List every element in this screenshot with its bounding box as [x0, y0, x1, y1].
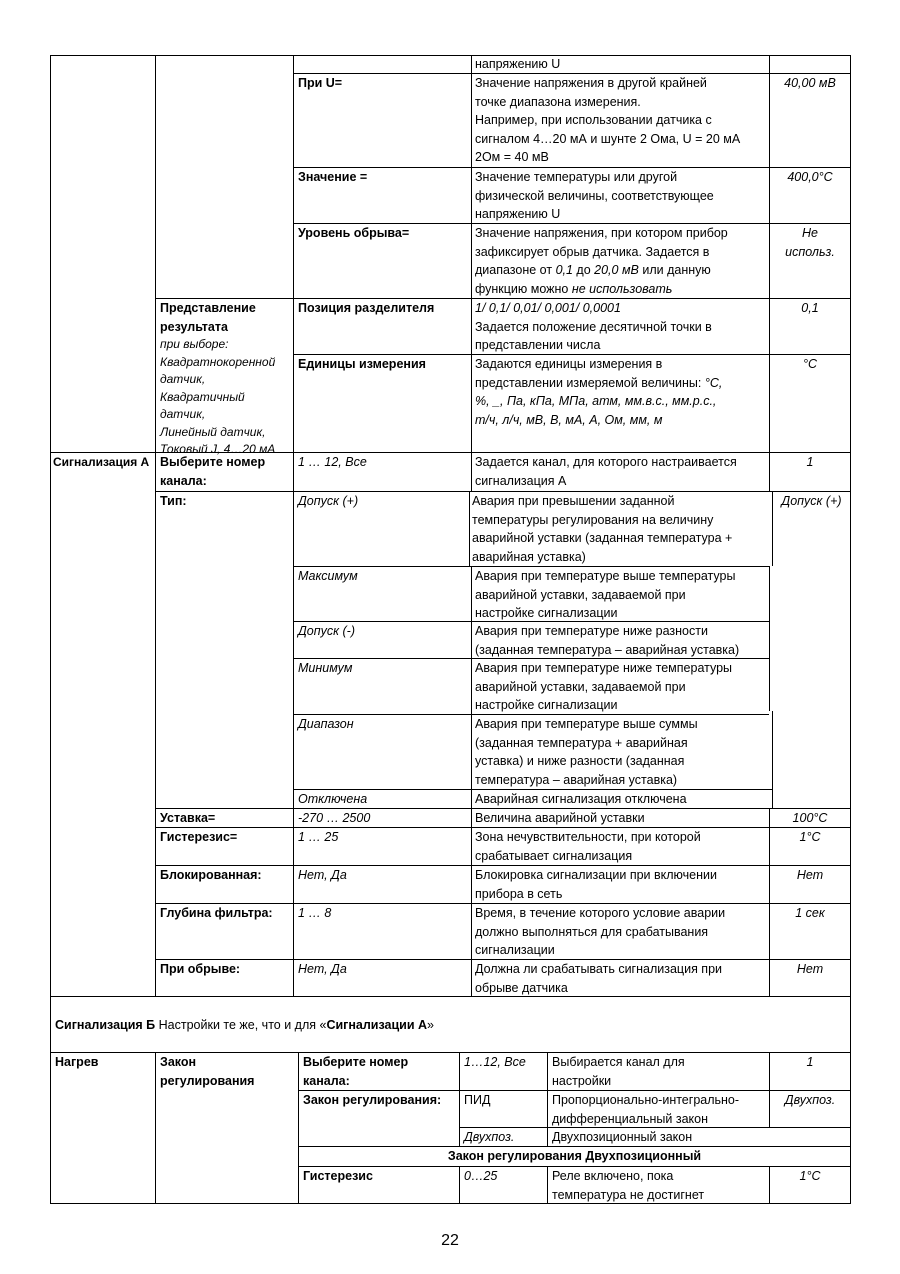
- default-cell: Нет: [796, 962, 824, 976]
- option-value: Диапазон: [298, 717, 354, 731]
- desc-cell: Задается канал, для которого настраивается сигнализация А: [475, 455, 737, 488]
- desc-cell: Значение температуры или другой физической величины, соответствующее напряжению U: [475, 170, 714, 221]
- col-line-default-top: [769, 55, 770, 491]
- col-line-desc-bottom: [471, 566, 472, 996]
- table-border-right: [850, 55, 851, 1204]
- default-cell: 40,00 мВ: [784, 76, 836, 90]
- param-cell: Значение =: [298, 170, 368, 184]
- row-line: [50, 996, 851, 997]
- values-cell: 1…12, Все: [464, 1055, 526, 1069]
- param-cell: Тип:: [160, 494, 187, 508]
- table-border-bottom: [50, 1203, 851, 1204]
- default-cell: °С: [802, 357, 818, 371]
- values-cell: ПИД: [464, 1093, 491, 1107]
- values-cell: 0…25: [464, 1169, 498, 1183]
- option-value: Максимум: [298, 569, 358, 583]
- default-cell: 1°С: [799, 1169, 821, 1183]
- option-desc: Авария при температуре ниже разности (заданная температура – аварийная уставка): [475, 624, 740, 657]
- section-label: Сигнализация А: [53, 455, 150, 469]
- param-cell: Гистерезис=: [160, 830, 238, 844]
- desc-cell: Должна ли срабатывать сигнализация при обрыве датчика: [475, 962, 723, 995]
- default-cell: Допуск (+): [781, 494, 842, 508]
- desc-cell: Задаются единицы измерения в представлении измеряемой величины: °С, %, _, Па, кПа, МПа, атм, мм.в.с., мм.р.с., т/ч, л/ч, мВ, В, мА, А, Ом, мм, м: [475, 357, 723, 427]
- default-cell: Двухпоз.: [784, 1093, 836, 1107]
- param-cell: Глубина фильтра:: [160, 906, 273, 920]
- values-cell: 1 … 8: [298, 906, 332, 920]
- desc-cell: Двухпозиционный закон: [552, 1130, 693, 1144]
- default-cell: 1: [806, 1055, 814, 1069]
- alarm-b-note: Сигнализация Б Настройки те же, что и для «Сигнализации А»: [55, 1018, 434, 1032]
- desc-cell: Блокировка сигнализации при включении прибора в сеть: [475, 868, 717, 901]
- option-desc: Авария при температуре выше суммы (заданная температура + аварийная уставка) и ниже разности (заданная температура – аварийная уставка): [475, 717, 698, 787]
- page-number: 22: [441, 1232, 459, 1249]
- col-line-default-type3: [772, 711, 773, 808]
- option-desc: Авария при температуре выше температуры аварийной уставки, задаваемой при настройке сигнализации: [475, 569, 736, 620]
- col-line-desc-type: [469, 491, 470, 566]
- col-line: [459, 1052, 460, 1146]
- values-cell: -270 … 2500: [298, 811, 371, 825]
- row-line: [50, 55, 851, 56]
- default-cell: 400,0°С: [787, 170, 833, 184]
- default-cell: Нет: [796, 868, 824, 882]
- option-value: Отключена: [298, 792, 368, 806]
- option-desc: Авария при превышении заданной температуры регулирования на величину аварийной уставки (заданная температура + аварийная уставка): [472, 494, 733, 564]
- desc-cell: 1/ 0,1/ 0,01/ 0,001/ 0,0001 Задается положение десятичной точки в представлении числа: [475, 301, 712, 352]
- default-cell: 0,1: [801, 301, 819, 315]
- col-line: [155, 1052, 156, 1204]
- group-note: при выборе: Квадратнокоренной датчик, Квадратичный датчик, Линейный датчик, Токовый J, 4…20 мА: [160, 337, 276, 456]
- desc-cell: Время, в течение которого условие аварии должно выполняться для срабатывания сигнализации: [475, 906, 726, 957]
- desc-cell: Значение напряжения в другой крайней точке диапазона измерения. Например, при использовании датчика с сигналом 4…20 мА и шунте 2 Ома, U = 20 мА 2Ом = 40 мВ: [475, 76, 741, 164]
- col-line-desc-top: [471, 55, 472, 491]
- col-line-param: [293, 55, 294, 996]
- default-cell: 1°С: [799, 830, 821, 844]
- param-cell: Выберите номер канала:: [303, 1055, 409, 1088]
- col-line: [298, 1052, 299, 1204]
- col-line: [547, 1166, 548, 1204]
- default-cell: Не использ.: [785, 226, 835, 259]
- values-cell: Двухпоз.: [464, 1130, 515, 1144]
- col-line: [547, 1052, 548, 1146]
- param-cell: Уставка=: [160, 811, 216, 825]
- desc-cell: напряжению U: [475, 57, 561, 71]
- col-line-section: [155, 55, 156, 996]
- col-line-default-type2: [769, 566, 770, 711]
- group-title: Закон регулирования: [160, 1055, 255, 1088]
- option-desc: Аварийная сигнализация отключена: [475, 792, 687, 806]
- param-cell: Закон регулирования:: [303, 1093, 442, 1107]
- desc-cell: Величина аварийной уставки: [475, 811, 645, 825]
- option-value: Допуск (+): [298, 494, 359, 508]
- default-cell: 1: [806, 455, 814, 469]
- values-cell: Нет, Да: [298, 962, 347, 976]
- col-line: [459, 1166, 460, 1204]
- desc-cell: Зона нечувствительности, при которой срабатывает сигнализация: [475, 830, 701, 863]
- param-cell: Блокированная:: [160, 868, 262, 882]
- desc-cell: Пропорционально-интегрально- дифференциальный закон: [552, 1093, 740, 1126]
- default-cell: 1 сек: [795, 906, 825, 920]
- param-cell: При обрыве:: [160, 962, 241, 976]
- default-cell: 100°С: [792, 811, 828, 825]
- desc-cell: Реле включено, пока температура не достигнет: [552, 1169, 705, 1202]
- values-cell: 1 … 12, Все: [298, 455, 367, 469]
- values-cell: 1 … 25: [298, 830, 339, 844]
- group-title: Представление результата: [160, 301, 256, 334]
- section-label: Нагрев: [55, 1055, 99, 1069]
- param-cell: Уровень обрыва=: [298, 226, 410, 240]
- option-value: Допуск (-): [298, 624, 355, 638]
- desc-cell: Выбирается канал для настройки: [552, 1055, 685, 1088]
- param-cell: Единицы измерения: [298, 357, 426, 371]
- param-cell: Выберите номер канала:: [160, 455, 266, 488]
- desc-cell: Значение напряжения, при котором прибор зафиксирует обрыв датчика. Задается в диапазоне от 0,1 до 20,0 мВ или данную функцию можно не использовать: [475, 226, 728, 296]
- table-border-left: [50, 55, 51, 1204]
- values-cell: Нет, Да: [298, 868, 347, 882]
- param-cell: При U=: [298, 76, 343, 90]
- option-value: Минимум: [298, 661, 353, 675]
- option-desc: Авария при температуре ниже температуры аварийной уставки, задаваемой при настройке сигнализации: [475, 661, 733, 712]
- subheader: Закон регулирования Двухпозиционный: [447, 1149, 702, 1163]
- param-cell: Позиция разделителя: [298, 301, 435, 315]
- param-cell: Гистерезис: [303, 1169, 373, 1183]
